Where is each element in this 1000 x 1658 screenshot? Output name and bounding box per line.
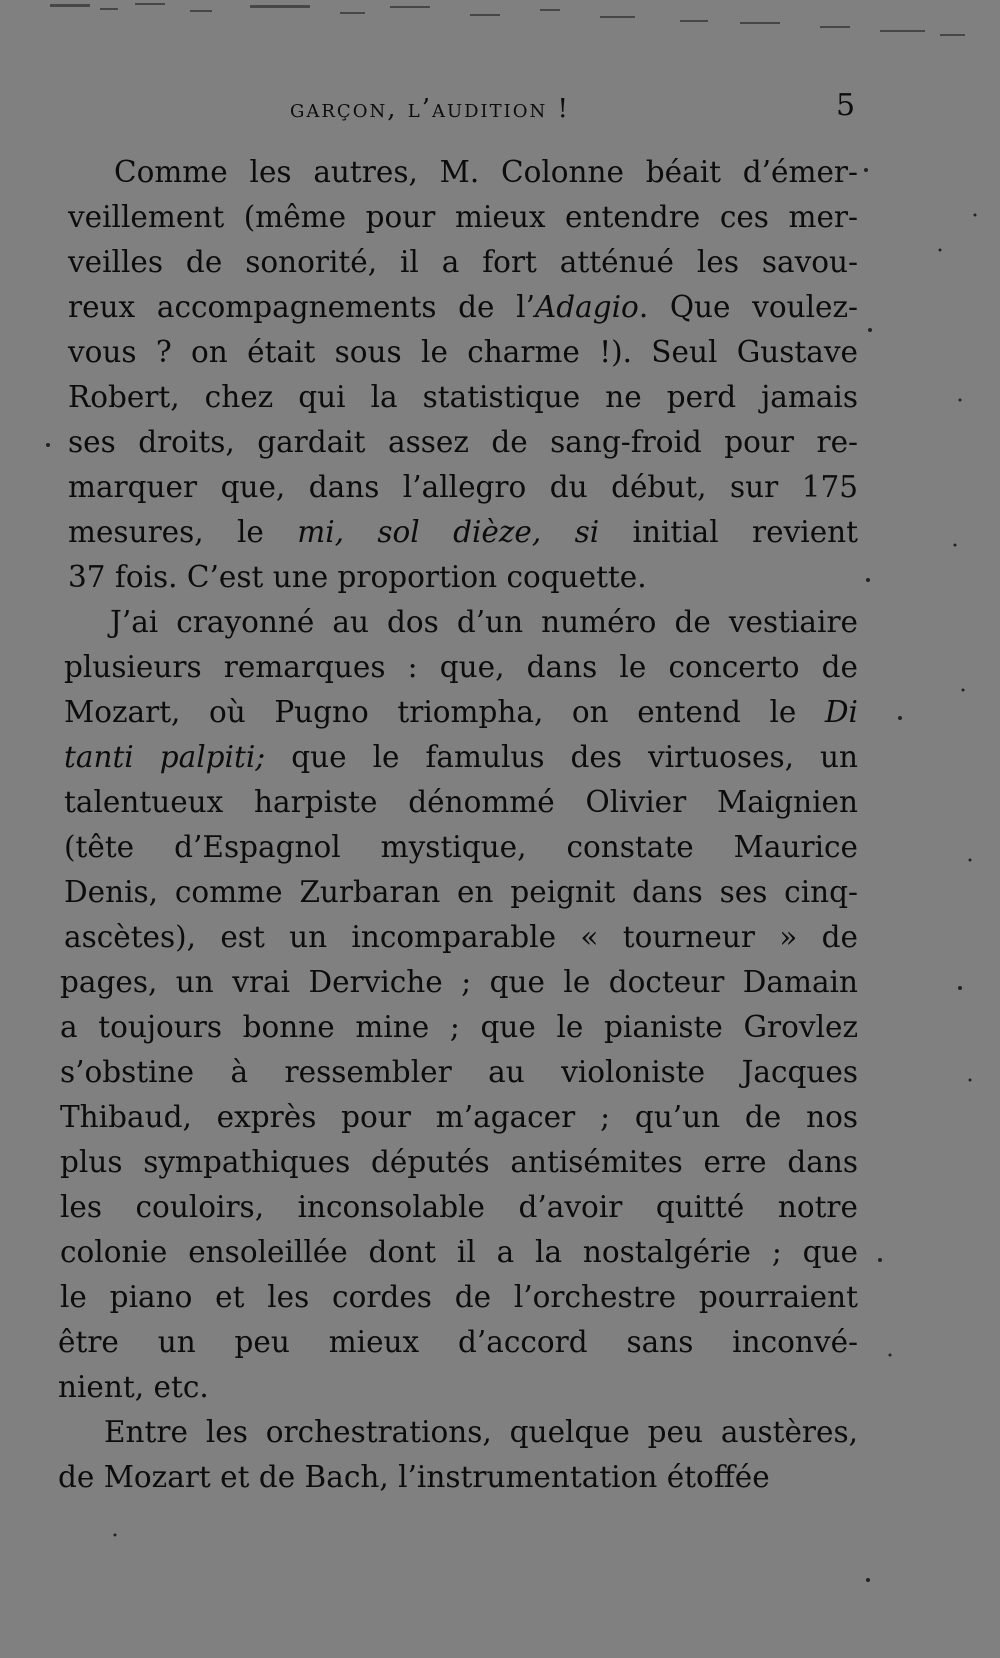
text-segment: (tête d’Espagnol mystique, constate Maurice <box>64 830 858 864</box>
text-line <box>64 825 858 870</box>
text-line <box>64 735 858 780</box>
text-line <box>60 960 858 1005</box>
text-line <box>68 330 858 375</box>
text-line <box>58 1365 858 1410</box>
text-segment: veilles de sonorité, il a fort atténué les savou- <box>68 245 858 279</box>
text-segment: mesures, le <box>68 515 298 549</box>
text-segment: les couloirs, inconsolable d’avoir quitté notre <box>60 1190 858 1224</box>
text-line <box>58 1410 858 1455</box>
text-segment: 37 fois. C’est une proportion coquette. <box>68 560 647 594</box>
text-segment: . Que voulez- <box>638 290 858 324</box>
text-line <box>68 285 858 330</box>
text-line <box>64 690 858 735</box>
text-line <box>64 600 858 645</box>
italic-segment: Adagio <box>534 290 639 324</box>
text-line <box>68 240 858 285</box>
text-segment: être un peu mieux d’accord sans inconvé- <box>58 1325 858 1359</box>
text-segment: Thibaud, exprès pour m’agacer ; qu’un de nos <box>60 1100 858 1134</box>
text-segment: pages, un vrai Derviche ; que le docteur Damain <box>60 965 858 999</box>
text-segment: a toujours bonne mine ; que le pianiste Grovlez <box>60 1010 858 1044</box>
text-segment: que le famulus des virtuoses, un <box>265 740 858 774</box>
italic-segment: Di <box>824 695 858 729</box>
text-line <box>64 645 858 690</box>
text-segment: colonie ensoleillée dont il a la nostalgérie ; que <box>60 1235 858 1269</box>
text-segment: Mozart, où Pugno triompha, on entend le <box>64 695 825 729</box>
text-line <box>60 1185 858 1230</box>
page-number: 5 <box>836 88 858 123</box>
text-segment: plusieurs remarques : que, dans le concerto de <box>64 650 858 684</box>
text-segment: veillement (même pour mieux entendre ces mer- <box>68 200 858 234</box>
italic-segment: tanti palpiti; <box>64 740 266 774</box>
text-segment: plus sympathiques députés antisémites erre dans <box>60 1145 858 1179</box>
text-line <box>60 1005 858 1050</box>
text-segment: Denis, comme Zurbaran en peignit dans ses cinq- <box>64 875 858 909</box>
text-line <box>60 1275 858 1320</box>
text-segment: Comme les autres, M. Colonne béait d’émer- <box>114 155 858 189</box>
text-segment: ses droits, gardait assez de sang-froid pour re- <box>68 425 858 459</box>
text-line <box>60 1140 858 1185</box>
text-segment: initial revient <box>599 515 859 549</box>
text-line <box>58 1455 858 1500</box>
text-line <box>60 1050 858 1095</box>
text-line <box>64 915 858 960</box>
body-text <box>58 150 858 1500</box>
text-line <box>64 870 858 915</box>
text-segment: marquer que, dans l’allegro du début, sur 175 <box>68 470 858 504</box>
text-segment: le piano et les cordes de l’orchestre pourraient <box>60 1280 858 1314</box>
text-line <box>68 195 858 240</box>
text-line <box>60 1230 858 1275</box>
text-segment: talentueux harpiste dénommé Olivier Maignien <box>64 785 858 819</box>
text-line <box>68 510 858 555</box>
text-segment: de Mozart et de Bach, l’instrumentation étoffée <box>58 1460 770 1494</box>
text-line <box>68 465 858 510</box>
text-segment: Robert, chez qui la statistique ne perd jamais <box>68 380 858 414</box>
text-segment: vous ? on était sous le charme !). Seul Gustave <box>68 335 858 369</box>
scan-noise-top <box>40 0 980 50</box>
running-header <box>270 88 870 128</box>
italic-segment: mi, sol dièze, si <box>297 515 600 549</box>
text-segment: J’ai crayonné au dos d’un numéro de vestiaire <box>110 605 858 639</box>
text-segment: reux accompagnements de l’ <box>68 290 535 324</box>
text-segment: Entre les orchestrations, quelque peu austères, <box>104 1415 858 1449</box>
text-segment: s’obstine à ressembler au violoniste Jacques <box>60 1055 858 1089</box>
text-line <box>58 1320 858 1365</box>
text-line <box>68 150 858 195</box>
text-line <box>68 375 858 420</box>
text-line <box>68 555 858 600</box>
text-segment: ascètes), est un incomparable « tourneur » de <box>64 920 858 954</box>
text-segment: nient, etc. <box>58 1370 209 1404</box>
text-line <box>64 780 858 825</box>
text-line <box>60 1095 858 1140</box>
text-line <box>68 420 858 465</box>
running-title: garçon, l’audition ! <box>290 94 571 124</box>
